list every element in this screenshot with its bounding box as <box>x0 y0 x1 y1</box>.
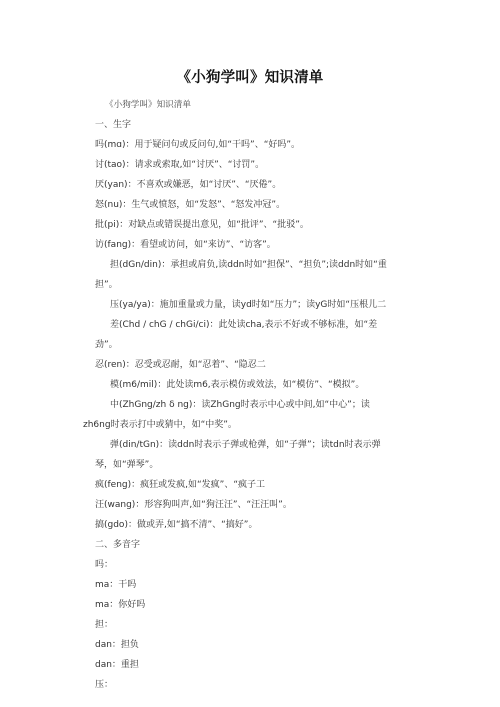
text-line: 忍(ren)：忍受或忍耐，如“忍着”、“隐忍二 <box>95 360 266 370</box>
text-line-continuation: 劲”。 <box>95 340 118 350</box>
text-line-continuation: 琴，如“弹琴”。 <box>95 460 159 470</box>
text-line: 疯(feng)：疯狂或发疯,如“发疯”、“疯子工 <box>95 480 265 490</box>
text-line: 压(ya/ya)：施加重量或力量，读yd时如“压力”；读yG时如“压根儿二 <box>110 300 387 310</box>
text-line: dan：重担 <box>95 660 139 670</box>
text-line: 厌(yan)：不喜欢或嫌恶，如“讨厌”、“厌倦”。 <box>95 180 282 190</box>
text-line: 模(m6/mil)：此处读m6,表示模仿或效法，如“模仿”、“模拟”。 <box>110 380 365 390</box>
text-line-continuation: zh6ng时表示打中或猜中，如“中奖”。 <box>83 420 237 430</box>
text-line: dan：担负 <box>95 640 139 650</box>
section-heading: 二、多音字 <box>95 540 141 550</box>
text-line: 担： <box>95 620 114 630</box>
text-line: 压： <box>95 680 114 690</box>
text-line: 汪(wang)：形容狗叫声,如“狗汪汪”、“汪汪叫”。 <box>95 500 292 510</box>
text-line: 差(Chd / chG / chGi/ci)：此处读cha,表示不好或不够标准，如“差 <box>110 320 378 330</box>
text-line: 担(dGn/din)：承担或肩负,读ddn时如“担保”、“担负”;读ddn时如“重 <box>110 260 387 270</box>
text-line: ma：你好吗 <box>95 600 146 610</box>
text-line: 吗： <box>95 560 114 570</box>
section-heading: 一、生字 <box>95 120 132 130</box>
text-line: 怒(nu)：生气或愤怒，如“发怒”、“怒发冲冠”。 <box>95 200 286 210</box>
text-line: 弹(din/tGn)：读ddn时表示子弹或枪弹，如“子弹”；读tdn时表示弹 <box>110 440 381 450</box>
text-line: 吗(mɑ)：用于疑问句或反问句,如“干吗”、“好吗”。 <box>95 140 301 150</box>
document-body <box>83 95 435 695</box>
text-line: 中(ZhGng/zh δ ng)：读ZhGng时表示中心或中间,如“中心”；读 <box>110 400 370 410</box>
subtitle-line: 《小狗学叫》知识清单 <box>105 100 191 110</box>
document-title: 《小狗学叫》知识清单 <box>176 70 324 86</box>
text-line: 访(fang)：看望或访问，如“来访”、“访客”。 <box>95 240 276 250</box>
text-line: 批(pi)：对缺点或错误提出意见，如“批评”、“批驳”。 <box>95 220 309 230</box>
text-line: 搞(gdo)：做或弄,如“搞不清”、“搞好”。 <box>95 520 258 530</box>
text-line: ma：干吗 <box>95 580 137 590</box>
text-line: 讨(tao)：请求或索取,如“讨厌”、“讨罚”。 <box>95 160 265 170</box>
text-line-continuation: 担”。 <box>95 280 118 290</box>
